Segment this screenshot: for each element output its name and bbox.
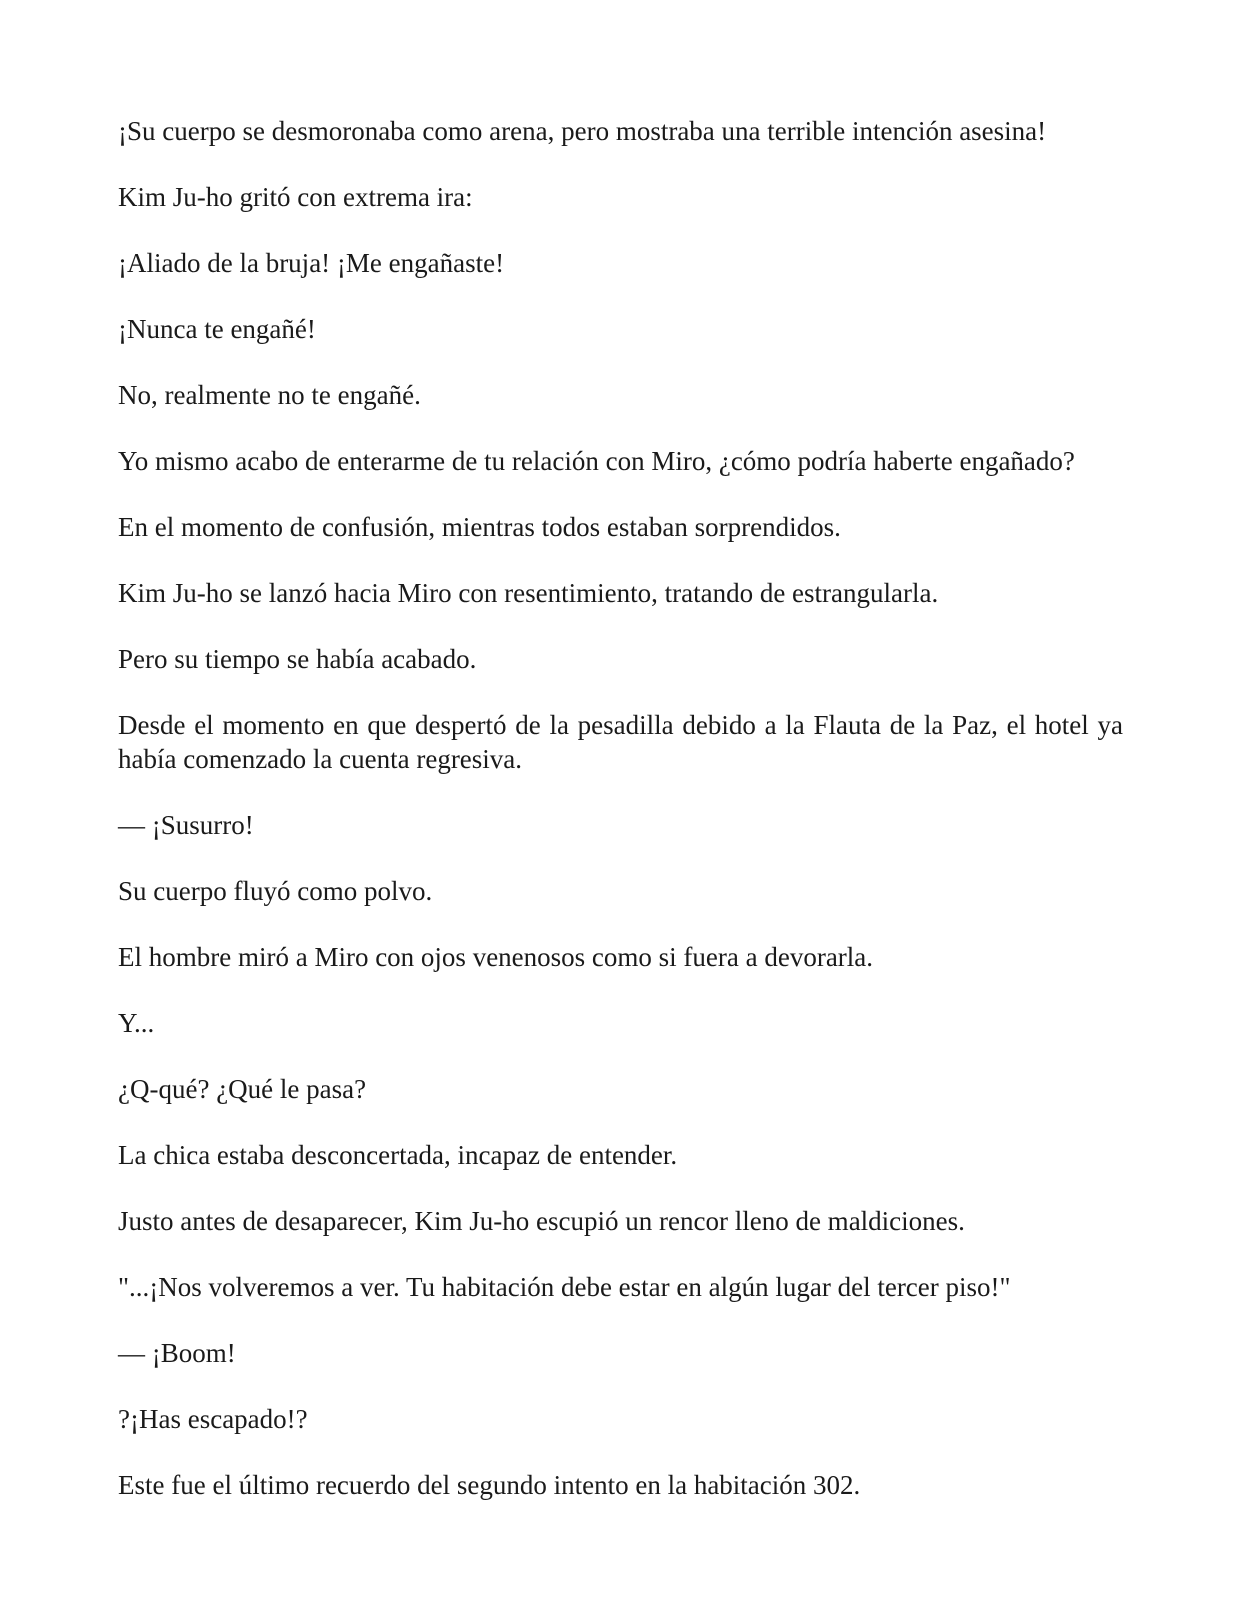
- paragraph: ¡Aliado de la bruja! ¡Me engañaste!: [118, 248, 505, 278]
- paragraph: Y...: [118, 1008, 155, 1038]
- document-body: [118, 114, 1123, 1534]
- paragraph: Kim Ju-ho gritó con extrema ira:: [118, 182, 473, 212]
- paragraph: Kim Ju-ho se lanzó hacia Miro con resentimiento, tratando de estrangularla.: [118, 578, 939, 608]
- paragraph: Desde el momento en que despertó de la pesadilla debido a la Flauta de la Paz, el hotel ya había comenzado la cuenta regresiva.: [118, 710, 1123, 774]
- paragraph: ¡Nunca te engañé!: [118, 314, 316, 344]
- paragraph: La chica estaba desconcertada, incapaz de entender.: [118, 1140, 678, 1170]
- paragraph: ¡Su cuerpo se desmoronaba como arena, pero mostraba una terrible intención asesina!: [118, 116, 1047, 146]
- paragraph: Pero su tiempo se había acabado.: [118, 644, 477, 674]
- paragraph: El hombre miró a Miro con ojos venenosos como si fuera a devorarla.: [118, 942, 874, 972]
- paragraph: ¿Q-qué? ¿Qué le pasa?: [118, 1074, 367, 1104]
- paragraph: "...¡Nos volveremos a ver. Tu habitación debe estar en algún lugar del tercer piso!": [118, 1272, 1011, 1302]
- paragraph: No, realmente no te engañé.: [118, 380, 421, 410]
- paragraph: Su cuerpo fluyó como polvo.: [118, 876, 433, 906]
- paragraph: Justo antes de desaparecer, Kim Ju-ho escupió un rencor lleno de maldiciones.: [118, 1206, 965, 1236]
- paragraph: — ¡Susurro!: [118, 810, 254, 840]
- paragraph: — ¡Boom!: [118, 1338, 236, 1368]
- paragraph: Este fue el último recuerdo del segundo intento en la habitación 302.: [118, 1470, 861, 1500]
- paragraph: ?¡Has escapado!?: [118, 1404, 308, 1434]
- paragraph: En el momento de confusión, mientras todos estaban sorprendidos.: [118, 512, 841, 542]
- paragraph: Yo mismo acabo de enterarme de tu relación con Miro, ¿cómo podría haberte engañado?: [118, 446, 1075, 476]
